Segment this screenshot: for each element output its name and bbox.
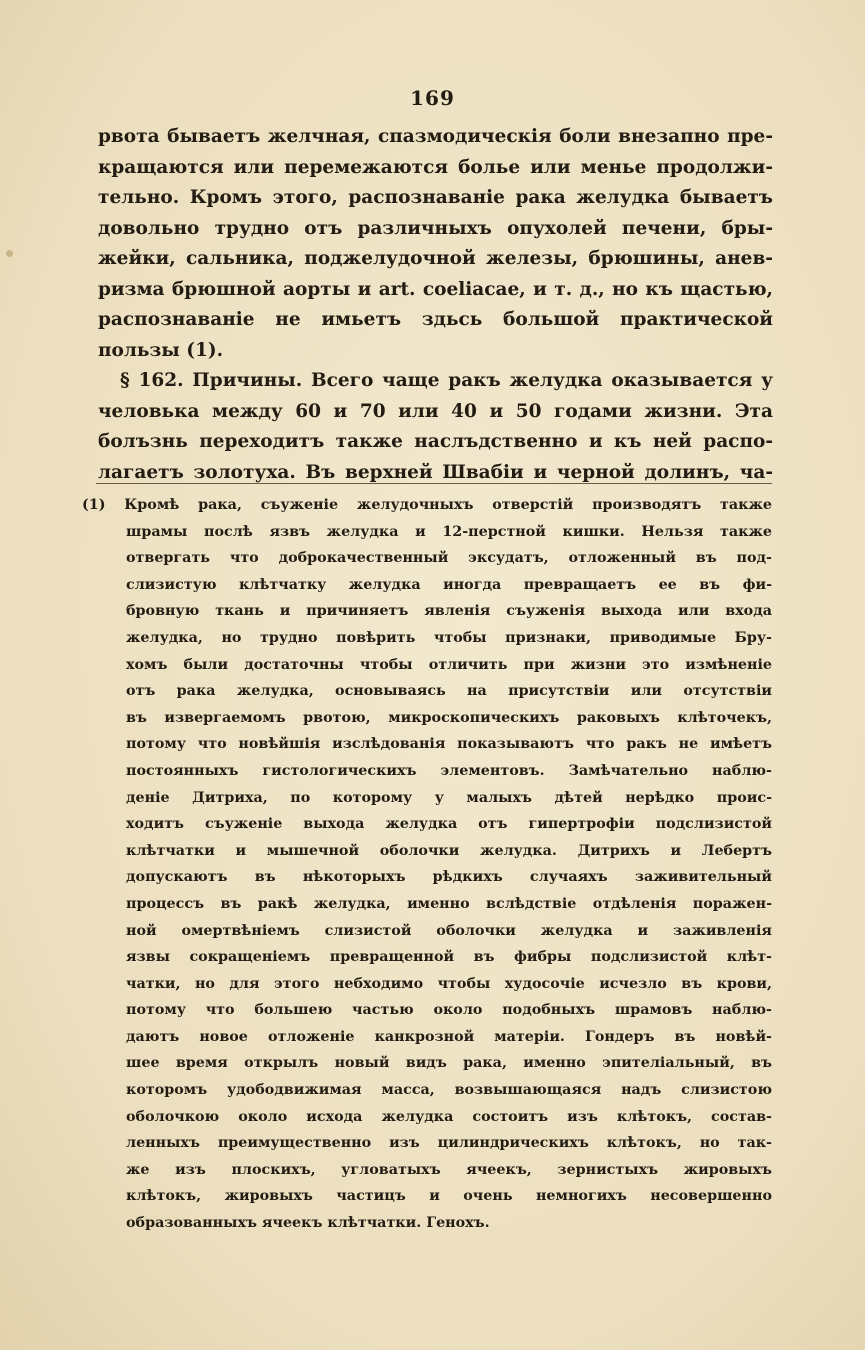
page-number: 169 (410, 86, 455, 110)
text-line: распознаваніе не имьетъ здьсь большой практической (98, 309, 773, 330)
footnote-line: (1) Кромѣ рака, съуженіе желудочныхъ отверстій производятъ также (82, 497, 772, 513)
footnote-line: образованныхъ ячеекъ клѣтчатки. Генохъ. (126, 1215, 490, 1232)
text-line: болъзнь переходитъ также наслъдственно и къ ней распо- (98, 431, 773, 452)
text-line: жейки, сальника, поджелудочной железы, брюшины, анев- (98, 248, 773, 269)
text-line: довольно трудно отъ различныхъ опухолей печени, бры- (98, 217, 773, 239)
footnote-line: желудка, но трудно повѣрить чтобы признаки, приводимые Бру- (126, 629, 772, 646)
footnote-line: постоянныхъ гистологическихъ элементовъ. Замѣчательно наблю- (126, 762, 772, 779)
footnote-line: допускаютъ въ нѣкоторыхъ рѣдкихъ случаяхъ заживительный (126, 869, 772, 886)
text-line: человька между 60 и 70 или 40 и 50 годами жизни. Эта (98, 400, 773, 422)
footnote-line: клѣтокъ, жировыхъ частицъ и очень немногихъ несовершенно (126, 1188, 772, 1205)
section-heading-line: § 162. Причины. Всего чаще ракъ желудка оказывается у (120, 370, 773, 391)
footnote-line: ходитъ съуженіе выхода желудка отъ гипертрофіи подслизистой (126, 816, 772, 833)
footnote-line: же изъ плоскихъ, угловатыхъ ячеекъ, зернистыхъ жировыхъ (126, 1161, 772, 1178)
footnote-line: деніе Дитриха, по которому у малыхъ дѣтей нерѣдко проис- (126, 789, 772, 806)
text-line: рвота бываетъ желчная, спазмодическія боли внезапно пре- (98, 126, 773, 147)
footnote-divider (96, 483, 772, 484)
footnote (82, 492, 772, 1237)
footnote-line: оболочкою около исхода желудка состоитъ изъ клѣтокъ, состав- (126, 1108, 772, 1125)
paper-spot (6, 250, 13, 257)
footnote-line: которомъ удободвижимая масса, возвышающаяся надъ слизистою (126, 1082, 772, 1099)
text-line: лагаетъ золотуха. Въ верхней Швабіи и черной долинъ, ча- (98, 461, 773, 483)
footnote-line: шрамы послѣ язвъ желудка и 12-перстной кишки. Нельзя также (126, 523, 772, 540)
footnote-line: потому что новѣйшія изслѣдованія показываютъ что ракъ не имѣетъ (126, 736, 772, 753)
text-line: кращаются или перемежаются болье или менье продолжи- (98, 156, 773, 178)
footnote-line: чатки, но для этого небходимо чтобы худосочіе исчезло въ крови, (126, 975, 772, 992)
text-line: ризма брюшной аорты и art. coeliacae, и т. д., но къ щастью, (98, 278, 773, 300)
footnote-line: потому что большею частью около подобныхъ шрамовъ наблю- (126, 1002, 772, 1019)
footnote-line: шее время открылъ новый видъ рака, именно эпителіальный, въ (126, 1055, 772, 1072)
footnote-line: язвы сокращеніемъ превращенной въ фибры подслизистой клѣт- (126, 949, 772, 966)
footnote-line: процессъ въ ракѣ желудка, именно вслѣдствіе отдѣленія поражен- (126, 895, 772, 912)
text-line: тельно. Кромъ этого, распознаваніе рака желудка бываетъ (98, 187, 773, 208)
main-text (98, 122, 773, 488)
footnote-line: отвергать что доброкачественный эксудатъ, отложенный въ под- (126, 550, 772, 567)
footnote-line: бровную ткань и причиняетъ явленія съуженія выхода или входа (126, 603, 772, 620)
footnote-line: слизистую клѣтчатку желудка иногда превращаетъ ее въ фи- (126, 576, 772, 593)
footnote-line: въ извергаемомъ рвотою, микроскопическихъ раковыхъ клѣточекъ, (126, 709, 772, 726)
text-line: пользы (1). (98, 339, 224, 361)
footnote-line: хомъ были достаточны чтобы отличить при жизни это измѣненіе (126, 656, 772, 673)
footnote-line: ленныхъ преимущественно изъ цилиндрическихъ клѣтокъ, но так- (126, 1135, 772, 1152)
footnote-line: отъ рака желудка, основываясь на присутствіи или отсутствіи (126, 683, 772, 700)
footnote-line: клѣтчатки и мышечной оболочки желудка. Дитрихъ и Лебертъ (126, 842, 772, 859)
footnote-line: ной омертвѣніемъ слизистой оболочки желудка и заживленія (126, 922, 772, 939)
footnote-line: даютъ новое отложеніе канкрозной матеріи. Гондеръ въ новѣй- (126, 1028, 772, 1045)
